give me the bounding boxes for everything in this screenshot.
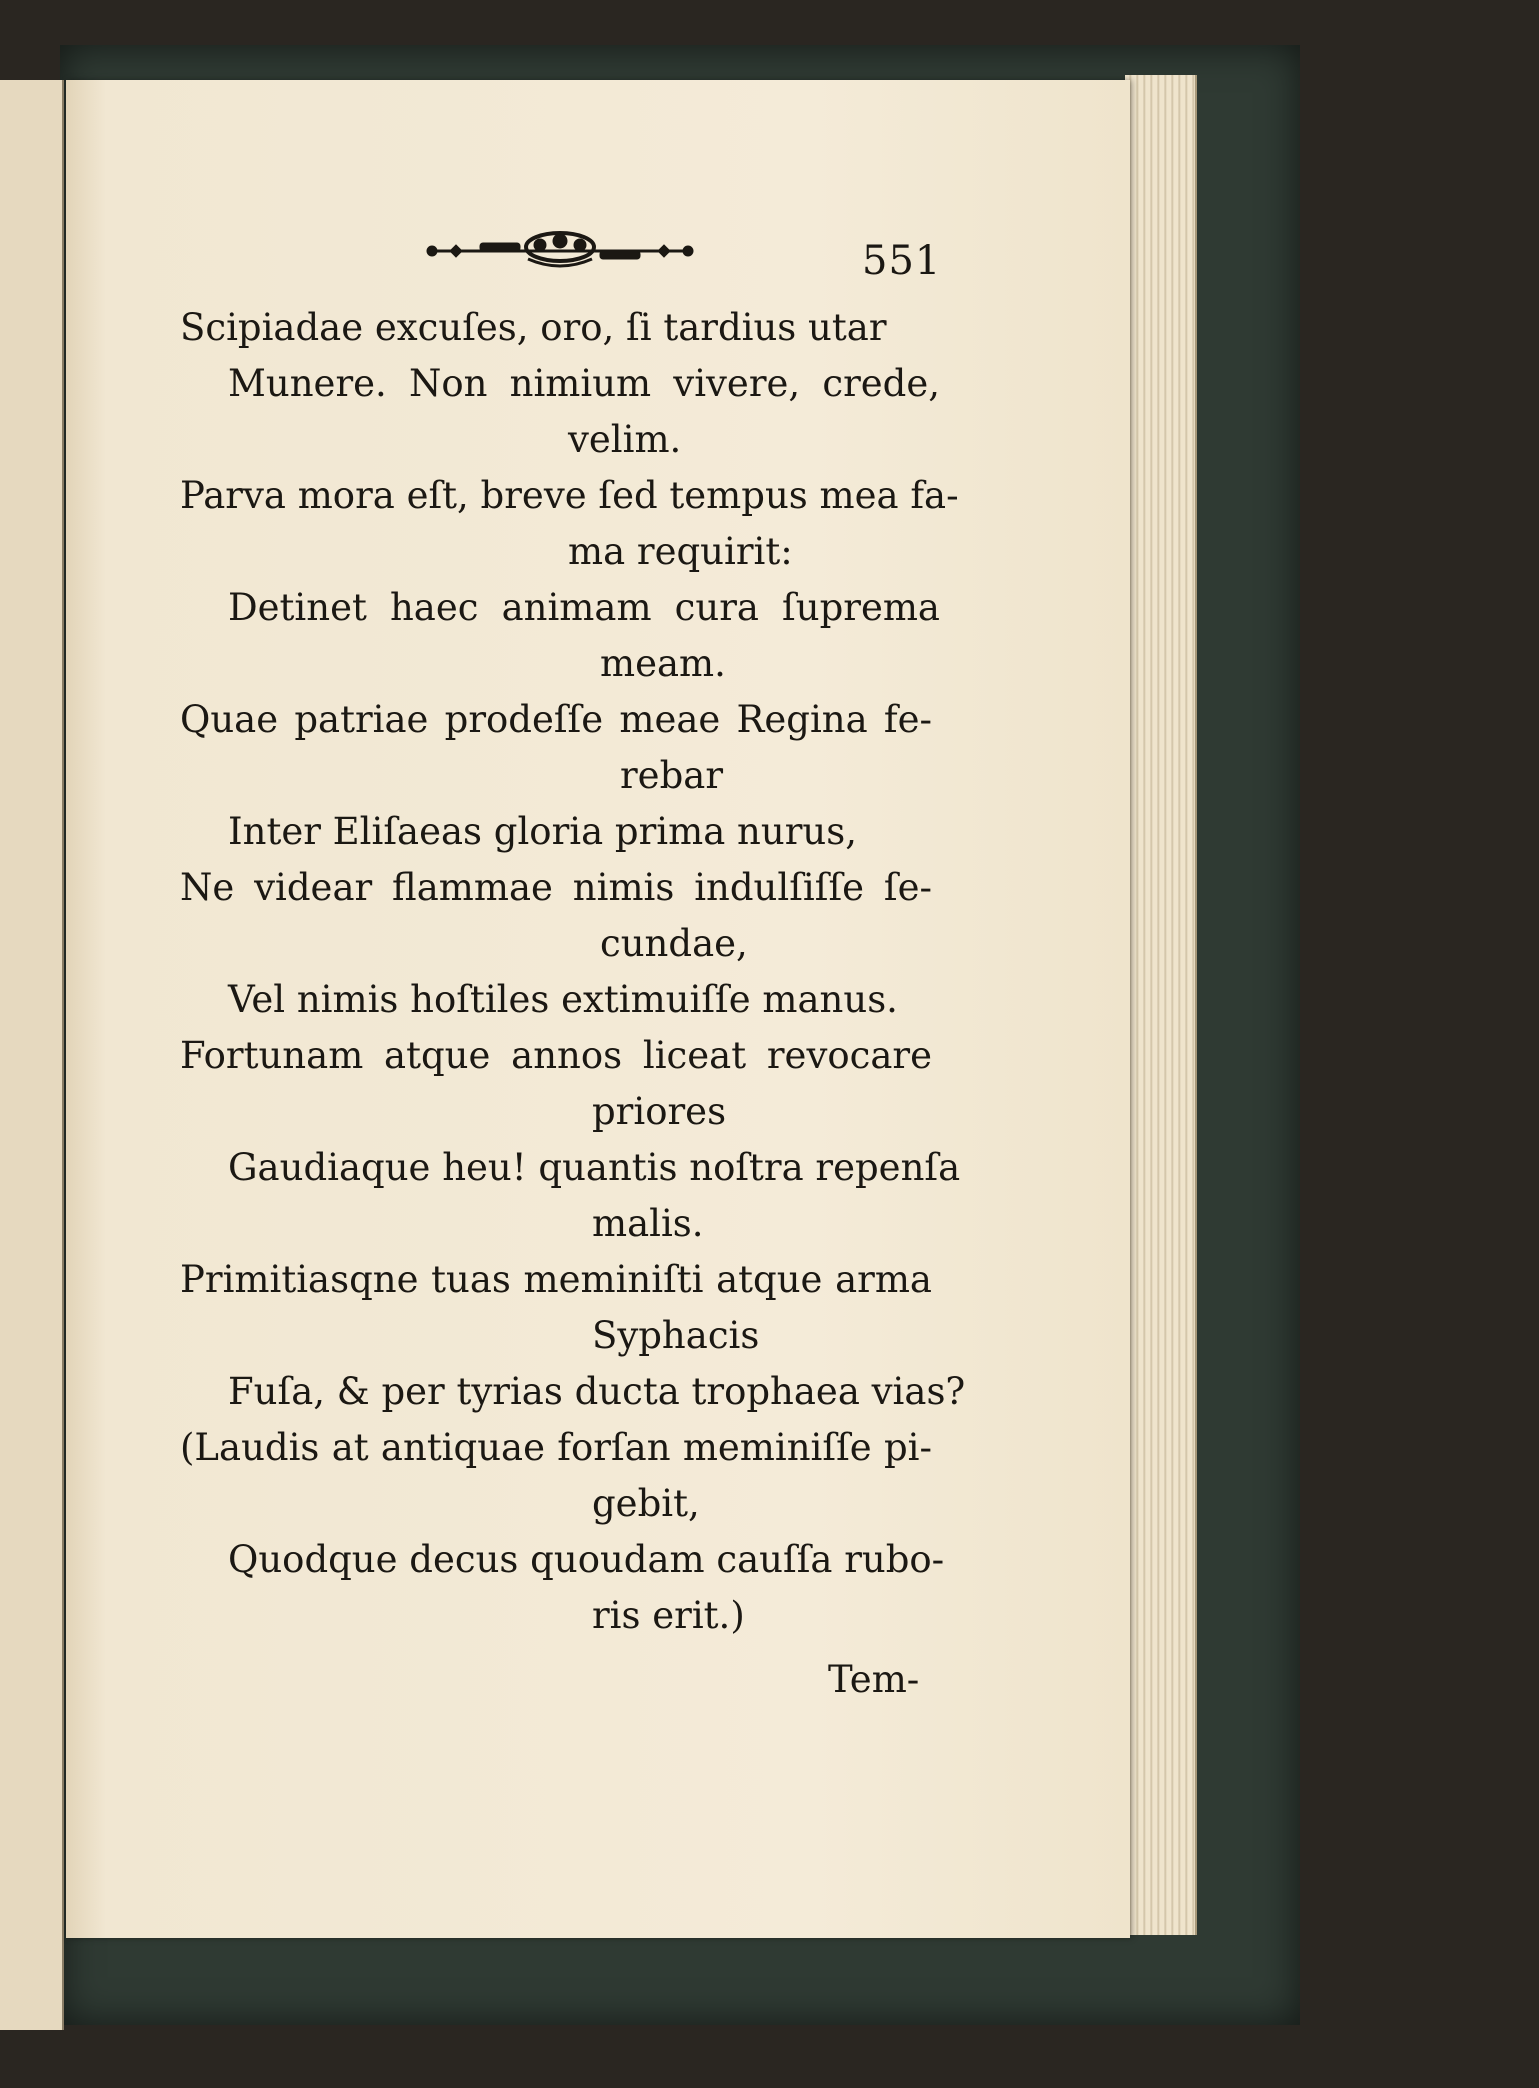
page-number: 551: [862, 238, 942, 284]
text-line: (Laudis at antiquae forſan meminiſſe pi-: [180, 1426, 932, 1469]
text-line: Ne videar flammae nimis indulſiſſe ſe-: [180, 866, 932, 909]
text-line: Fortunam atque annos liceat revocare: [180, 1034, 932, 1077]
text-line: Syphacis: [592, 1314, 760, 1357]
headpiece-ornament-icon: [420, 225, 700, 275]
text-line: Fuſa, & per tyrias ducta trophaea vias?: [228, 1370, 966, 1413]
previous-page-edge: [0, 80, 64, 2030]
text-line: Scipiadae excuſes, oro, ſi tardius utar: [180, 306, 887, 349]
text-line: priores: [592, 1090, 727, 1133]
text-line: Detinet haec animam cura ſuprema: [228, 586, 940, 629]
text-line: ma requirit:: [568, 530, 793, 573]
text-line: Gaudiaque heu! quantis noſtra repenſa: [228, 1146, 961, 1189]
text-line: Vel nimis hoſtiles extimuiſſe manus.: [228, 978, 898, 1021]
text-line: ris erit.): [592, 1594, 745, 1637]
text-line: Primitiasqne tuas meminiſti atque arma: [180, 1258, 932, 1301]
text-line: velim.: [568, 418, 682, 461]
text-line: malis.: [592, 1202, 704, 1245]
text-line: Parva mora eſt, breve ſed tempus mea fa-: [180, 474, 959, 517]
page-block-edges: [1125, 75, 1197, 1935]
text-line: Quodque decus quoudam cauſſa rubo-: [228, 1538, 945, 1581]
text-line: cundae,: [600, 922, 748, 965]
text-line: Munere. Non nimium vivere, crede,: [228, 362, 940, 405]
text-line: meam.: [600, 642, 726, 685]
text-line: rebar: [620, 754, 724, 797]
text-line: gebit,: [592, 1482, 700, 1525]
catchword: Tem-: [828, 1658, 920, 1701]
text-line: Quae patriae prodeſſe meae Regina fe-: [180, 698, 932, 741]
text-line: Inter Eliſaeas gloria prima nurus,: [228, 810, 857, 853]
